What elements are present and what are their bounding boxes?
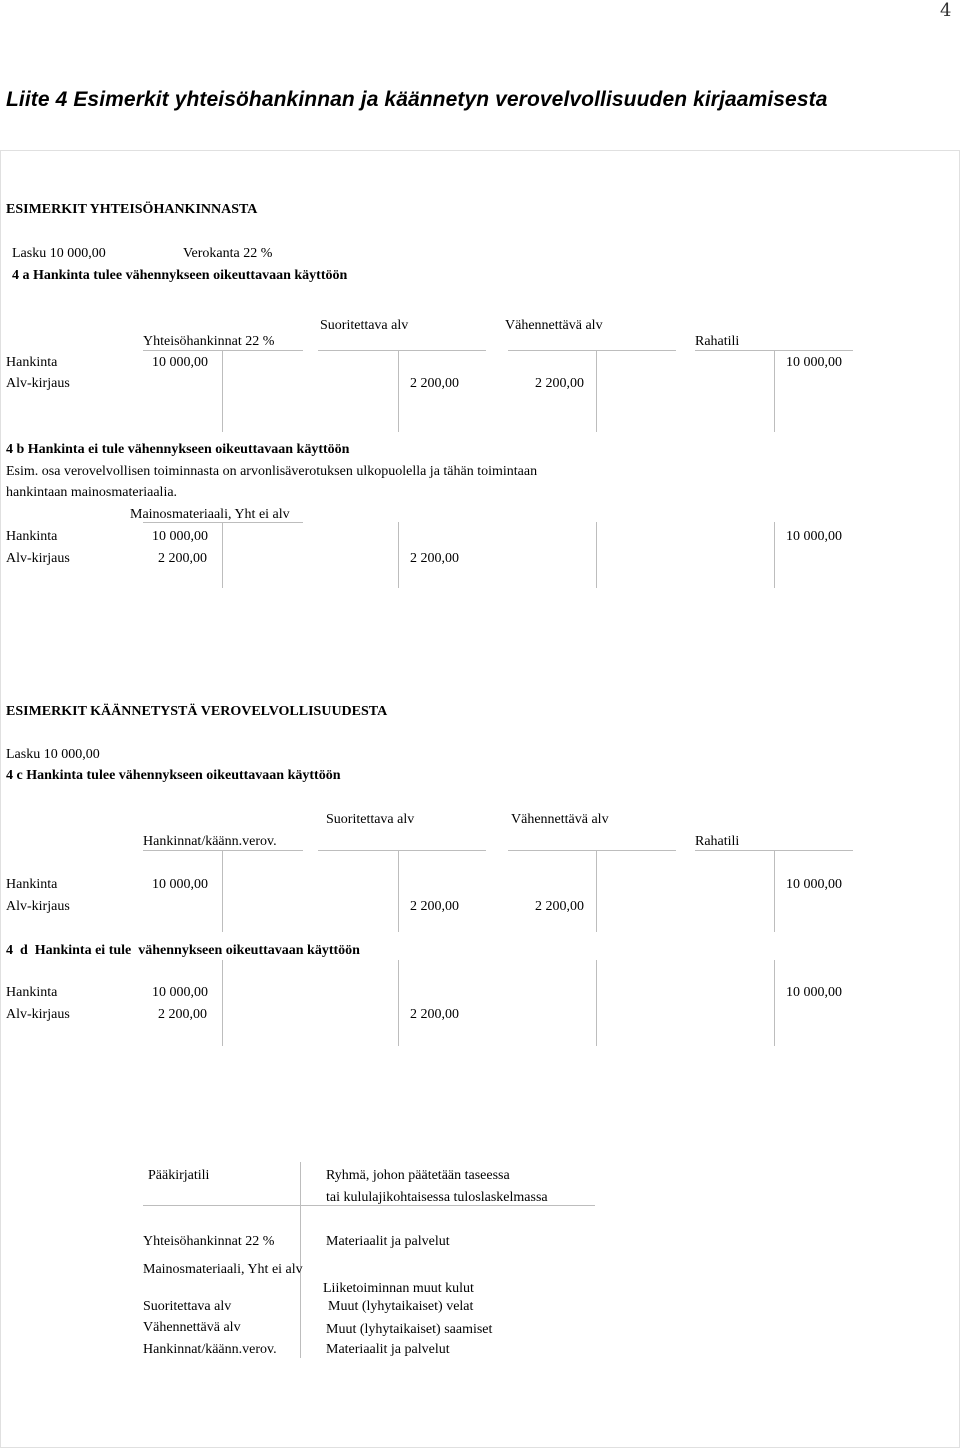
amount: 2 200,00	[410, 551, 459, 566]
note-text: hankintaan mainosmateriaalia.	[6, 485, 178, 500]
t-account-line	[508, 350, 676, 351]
amount: 2 200,00	[535, 376, 584, 391]
amount: 10 000,00	[786, 985, 842, 1000]
legend-group: Muut (lyhytaikaiset) velat	[328, 1299, 474, 1314]
account-suoritettava-alv: Suoritettava alv	[326, 812, 415, 827]
row-label-alv-kirjaus: Alv-kirjaus	[6, 1007, 70, 1022]
section-heading-kaannetty: ESIMERKIT KÄÄNNETYSTÄ VEROVELVOLLISUUDESTA	[6, 704, 388, 719]
legend-account: Vähennettävä alv	[143, 1320, 241, 1335]
row-label-alv-kirjaus: Alv-kirjaus	[6, 899, 70, 914]
t-account-divider	[222, 960, 223, 1046]
note-text: Esim. osa verovelvollisen toiminnasta on arvonlisäverotuksen ulkopuolella ja tähän toimintaan	[6, 464, 538, 479]
legend-divider	[143, 1205, 595, 1206]
section-heading-yhteisohankinta: ESIMERKIT YHTEISÖHANKINNASTA	[6, 202, 258, 217]
t-account-divider	[774, 850, 775, 932]
t-account-divider	[398, 960, 399, 1046]
row-label-alv-kirjaus: Alv-kirjaus	[6, 551, 70, 566]
t-account-line	[508, 850, 676, 851]
case-heading-4d: 4 d Hankinta ei tule vähennykseen oikeuttavaan käyttöön	[6, 943, 360, 958]
t-account-divider	[596, 522, 597, 588]
legend-account: Hankinnat/käänn.verov.	[143, 1342, 277, 1357]
amount: 10 000,00	[786, 355, 842, 370]
t-account-divider	[222, 350, 223, 432]
page-title: Liite 4 Esimerkit yhteisöhankinnan ja käännetyn verovelvollisuuden kirjaamisesta	[6, 88, 828, 111]
t-account-divider	[774, 522, 775, 588]
amount: 2 200,00	[158, 1007, 207, 1022]
legend-account: Suoritettava alv	[143, 1299, 232, 1314]
invoice-amount: Lasku 10 000,00	[12, 246, 106, 261]
amount: 10 000,00	[152, 877, 208, 892]
legend-group: Muut (lyhytaikaiset) saamiset	[326, 1322, 493, 1337]
amount: 2 200,00	[410, 899, 459, 914]
amount: 10 000,00	[786, 529, 842, 544]
row-label-hankinta: Hankinta	[6, 877, 58, 892]
t-account-divider	[774, 350, 775, 432]
legend-header-account: Pääkirjatili	[148, 1168, 210, 1183]
account-rahatili: Rahatili	[695, 834, 740, 849]
t-account-divider	[398, 522, 399, 588]
row-label-hankinta: Hankinta	[6, 355, 58, 370]
case-heading-4c: 4 c Hankinta tulee vähennykseen oikeuttavaan käyttöön	[6, 768, 341, 783]
legend-account: Yhteisöhankinnat 22 %	[143, 1234, 275, 1249]
t-account-line	[318, 350, 486, 351]
account-mainosmateriaali: Mainosmateriaali, Yht ei alv	[130, 507, 290, 522]
t-account-line	[143, 350, 303, 351]
amount: 2 200,00	[410, 1007, 459, 1022]
amount: 10 000,00	[152, 355, 208, 370]
account-rahatili: Rahatili	[695, 334, 740, 349]
amount: 10 000,00	[152, 985, 208, 1000]
t-account-divider	[596, 850, 597, 932]
legend-group: Liiketoiminnan muut kulut	[323, 1281, 474, 1296]
case-heading-4a: 4 a Hankinta tulee vähennykseen oikeuttavaan käyttöön	[12, 268, 348, 283]
legend-account: Mainosmateriaali, Yht ei alv	[143, 1262, 303, 1277]
row-label-alv-kirjaus: Alv-kirjaus	[6, 376, 70, 391]
account-vahennettava-alv: Vähennettävä alv	[505, 318, 603, 333]
account-suoritettava-alv: Suoritettava alv	[320, 318, 409, 333]
amount: 2 200,00	[535, 899, 584, 914]
amount: 10 000,00	[152, 529, 208, 544]
t-account-divider	[596, 960, 597, 1046]
t-account-divider	[596, 350, 597, 432]
legend-header-group: Ryhmä, johon päätetään taseessa	[326, 1168, 510, 1183]
t-account-divider	[222, 850, 223, 932]
account-hankinnat-kaannetty: Hankinnat/käänn.verov.	[143, 834, 277, 849]
legend-group: Materiaalit ja palvelut	[326, 1234, 450, 1249]
legend-group: Materiaalit ja palvelut	[326, 1342, 450, 1357]
amount: 10 000,00	[786, 877, 842, 892]
case-heading-4b: 4 b Hankinta ei tule vähennykseen oikeuttavaan käyttöön	[6, 442, 350, 457]
invoice-amount: Lasku 10 000,00	[6, 747, 100, 762]
page-number: 4	[940, 0, 952, 21]
row-label-hankinta: Hankinta	[6, 529, 58, 544]
t-account-divider	[398, 350, 399, 432]
t-account-divider	[774, 960, 775, 1046]
tax-rate: Verokanta 22 %	[183, 246, 273, 261]
t-account-line	[318, 850, 486, 851]
legend-divider	[300, 1162, 301, 1358]
amount: 2 200,00	[410, 376, 459, 391]
amount: 2 200,00	[158, 551, 207, 566]
t-account-divider	[398, 850, 399, 932]
row-label-hankinta: Hankinta	[6, 985, 58, 1000]
legend-header-group: tai kululajikohtaisessa tuloslaskelmassa	[326, 1190, 548, 1205]
account-yhteisohankinnat: Yhteisöhankinnat 22 %	[143, 334, 275, 349]
t-account-divider	[222, 522, 223, 588]
t-account-line	[143, 850, 303, 851]
account-vahennettava-alv: Vähennettävä alv	[511, 812, 609, 827]
t-account-line	[143, 522, 303, 523]
